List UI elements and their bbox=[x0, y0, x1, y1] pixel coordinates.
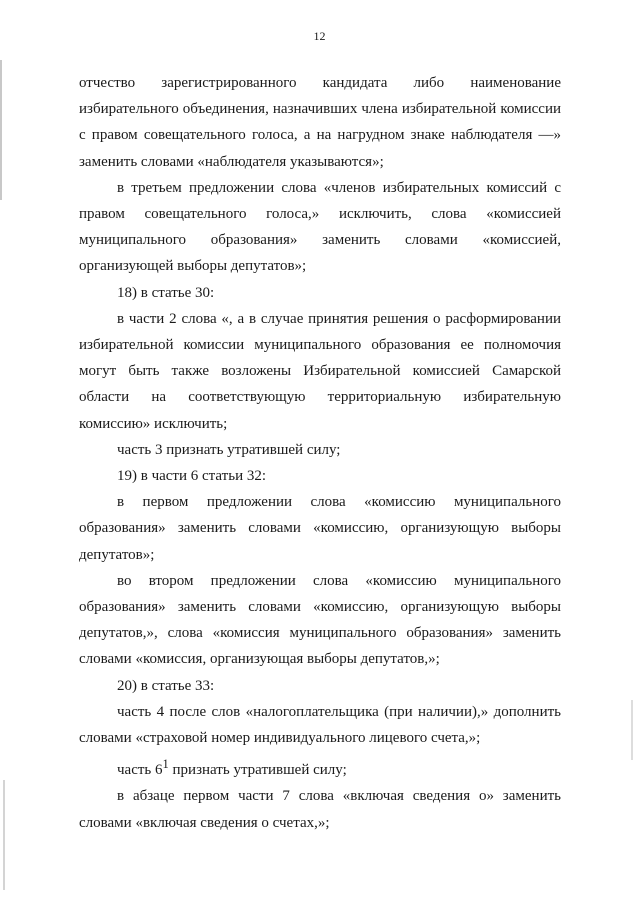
page-number: 12 bbox=[313, 29, 326, 43]
paragraph-10: часть 4 после слов «налогоплательщика (при наличии),» дополнить словами «страховой номер индивидуального лицевого счета,»; bbox=[79, 703, 561, 747]
paragraph-7: в первом предложении слова «комиссию муниципального образования» заменить словами «комиссию, организующую выборы депутатов»; bbox=[79, 494, 561, 563]
paragraph-8: во втором предложении слова «комиссию муниципального образования» заменить словами «комиссию, организующую выборы депутатов,», слова «комиссия муниципального образования» заменить словами «комиссия, организующая выборы депутатов,»; bbox=[79, 572, 561, 668]
document-body bbox=[79, 70, 561, 836]
paragraph-6: 19) в части 6 статьи 32: bbox=[117, 468, 267, 485]
scan-edge-right bbox=[631, 700, 633, 760]
paragraph-9: 20) в статье 33: bbox=[117, 677, 215, 694]
part-prefix: часть 6 bbox=[117, 762, 163, 779]
paragraph-4: в части 2 слова «, а в случае принятия решения о расформировании избирательной комиссии муниципального образования ее полномочия могут быть также возложены Избирательной комиссией Самарской области на соответствующую территориальную избирательную комиссию» исключить; bbox=[79, 310, 561, 432]
part-superscript: 1 bbox=[162, 757, 169, 772]
paragraph-part-6-1 bbox=[79, 751, 561, 783]
paragraph-2: в третьем предложении слова «членов избирательных комиссий с правом совещательного голоса,» исключить, слова «комиссией муниципального образования» заменить словами «комиссией, организующей выборы депутатов»; bbox=[79, 179, 561, 275]
paragraph-5: часть 3 признать утратившей силу; bbox=[117, 441, 341, 458]
paragraph-11: в абзаце первом части 7 слова «включая сведения о» заменить словами «включая сведения о счетах,»; bbox=[79, 788, 561, 831]
paragraph-3: 18) в статье 30: bbox=[117, 284, 215, 301]
scan-edge-left-lower bbox=[3, 780, 5, 890]
part-suffix: признать утратившей силу; bbox=[168, 762, 347, 779]
paragraph-1: отчество зарегистрированного кандидата либо наименование избирательного объединения, назначивших члена избирательной комиссии с правом совещательного голоса, а на нагрудном знаке наблюдателя —» заменить словами «наблюдателя указываются»; bbox=[79, 75, 561, 170]
scan-edge-left bbox=[0, 60, 2, 200]
